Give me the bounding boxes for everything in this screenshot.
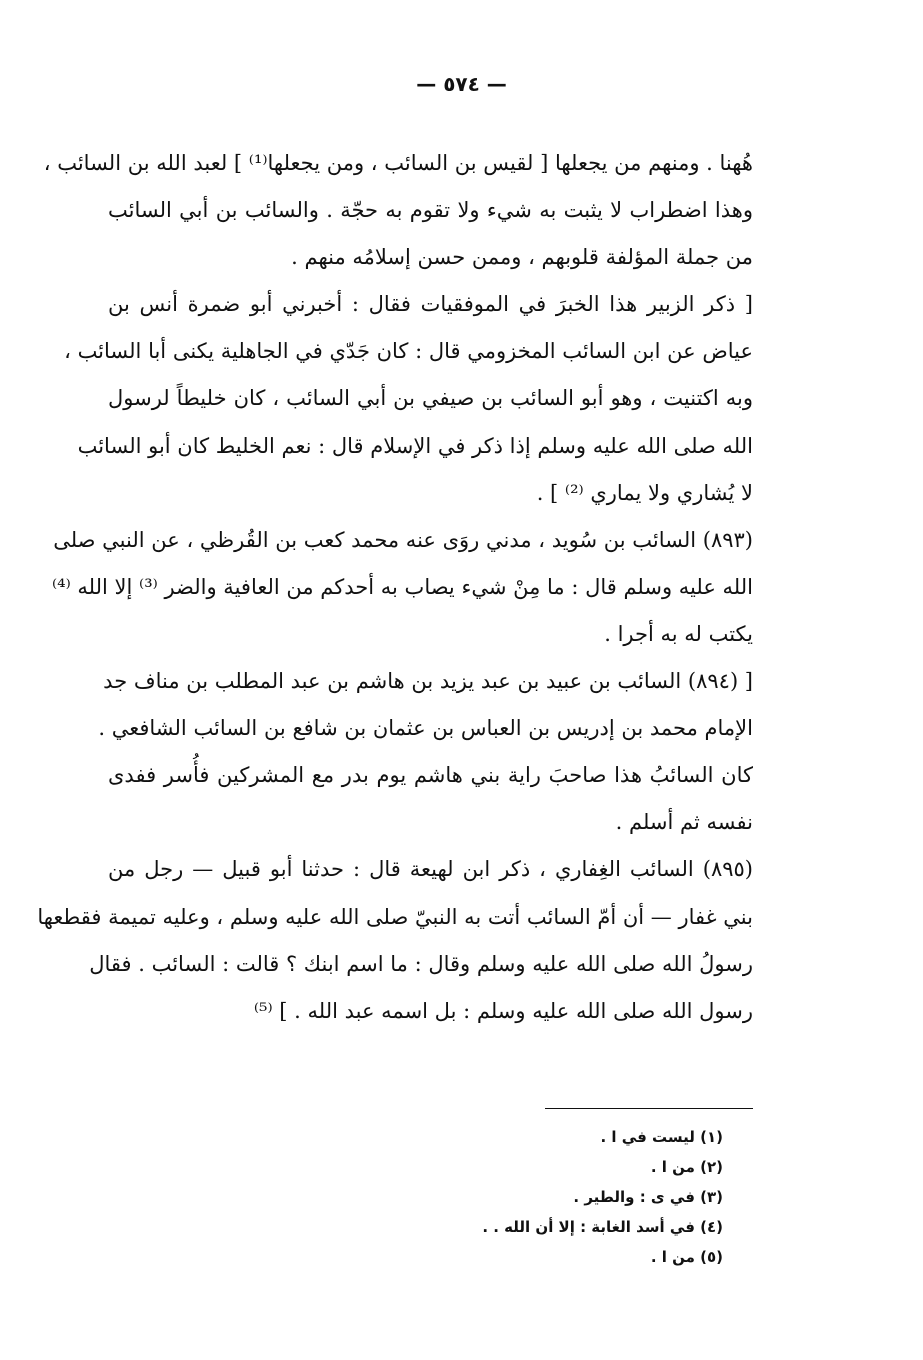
text-line: الله صلى الله عليه وسلم إذا ذكر في الإسلام قال : نعم الخليط كان أبو السائب [77,433,753,458]
entry-893-line: (٨٩٣) السائب بن سُويد ، مدني روَى عنه محمد كعب بن القُرظي ، عن النبي صلى [53,527,753,552]
entry-895-line: (٨٩٥) السائب الغِفاري ، ذكر ابن لهيعة قال : حدثنا أبو قبيل — رجل من [108,857,753,882]
text-line: نفسه ثم أسلم . [615,810,753,835]
text-line: وبه اكتنيت ، وهو أبو السائب بن صيفي بن أبي السائب ، كان خليطاً لرسول [108,386,753,411]
footnote: (١) ليست في ا . [600,1128,723,1146]
text-line: كان السائبُ هذا صاحبَ راية بني هاشم يوم بدر مع المشركين فأُسر ففدى [108,763,753,788]
text-line: من جملة المؤلفة قلوبهم ، وممن حسن إسلامُه منهم . [291,245,753,270]
text-line: لا يُشاري ولا يماري ⁽²⁾ ] . [536,480,753,505]
footnote: (٣) في ى : والطير . [573,1188,723,1206]
text-line: [ ذكر الزبير هذا الخبرَ في الموفقيات فقال : أخبرني أبو ضمرة أنس بن [108,292,753,317]
footnote: (٥) من ا . [650,1248,723,1266]
footnote: (٢) من ا . [650,1158,723,1176]
footnotes [223,1122,723,1272]
text-line: رسولُ الله صلى الله عليه وسلم وقال : ما اسم ابنك ؟ قالت : السائب . فقال [89,951,753,976]
entry-894-line: [ (٨٩٤) السائب بن عبيد بن عبد يزيد بن هاشم بن عبد المطلب بن مناف جد [103,669,753,694]
text-line: عياض عن ابن السائب المخزومي قال : كان جَدّي في الجاهلية يكنى أبا السائب ، [64,339,753,364]
footnote-divider [545,1108,753,1109]
text-line: الله عليه وسلم قال : ما مِنْ شيء يصاب به أحدكم من العافية والضر ⁽³⁾ إلا الله ⁽⁴⁾ [52,574,753,599]
text-line: هُهنا . ومنهم من يجعلها [ لقيس بن السائب ، ومن يجعلها⁽¹⁾ ] لعبد الله بن السائب ، [43,151,753,175]
text-line: الإمام محمد بن إدريس بن العباس بن عثمان بن شافع بن السائب الشافعي . [98,716,753,741]
text-line: وهذا اضطراب لا يثبت به شيء ولا تقوم به حجّة . والسائب بن أبي السائب [108,198,753,223]
page-number: — ٥٧٤ — [416,72,507,96]
text-line: رسول الله صلى الله عليه وسلم : بل اسمه عبد الله . ] ⁽⁵⁾ [253,998,753,1023]
text-line: بني غفار — أن أمّ السائب أتت به النبيّ صلى الله عليه وسلم ، وعليه تميمة فقطعها [37,904,753,929]
footnote: (٤) في أسد الغابة : إلا أن الله . . [482,1218,723,1236]
text-line: يكتب له به أجرا . [604,621,753,646]
main-text [37,140,753,1035]
